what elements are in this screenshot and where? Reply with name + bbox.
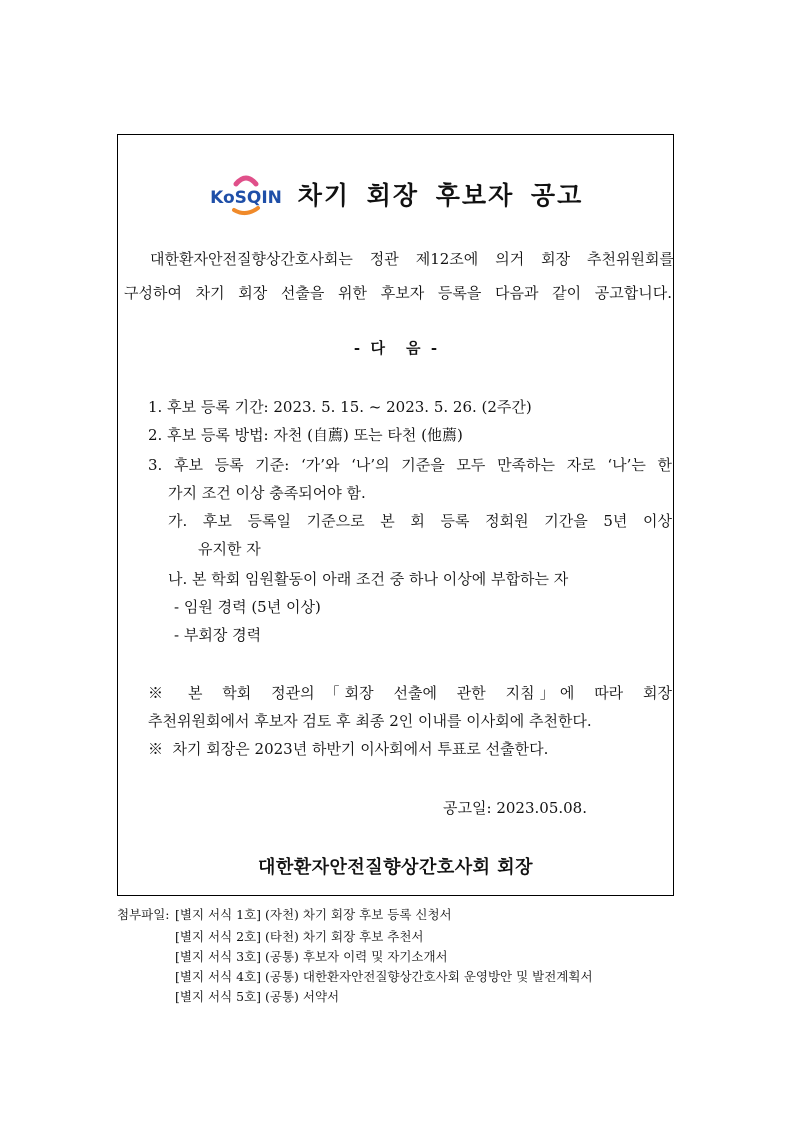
item-na-sub-1: - 임원 경력 (5년 이상) <box>174 598 321 616</box>
note-1-line-1: ※ 본 학회 정관의 「회장 선출에 관한 지침」에 따라 회장 <box>148 684 672 702</box>
notice-frame <box>117 134 674 896</box>
kosqin-logo <box>208 170 284 218</box>
logo-text: KoSQIN <box>209 188 282 208</box>
attachment-item: [별지 서식 1호] (자천) 차기 회장 후보 등록 신청서 <box>175 907 452 922</box>
page-title: 차기 회장 후보자 공고 <box>297 181 584 210</box>
note-1-line-2: 추천위원회에서 후보자 검토 후 최종 2인 이내를 이사회에 추천한다. <box>148 712 592 730</box>
item-3-line-2: 가지 조건 이상 충족되어야 함. <box>168 484 366 502</box>
section-heading: - 다 음 - <box>353 339 438 357</box>
note-2: ※ 차기 회장은 2023년 하반기 이사회에서 투표로 선출한다. <box>148 740 549 758</box>
attachment-item: [별지 서식 3호] (공통) 후보자 이력 및 자기소개서 <box>175 949 448 964</box>
item-na-sub-2: - 부회장 경력 <box>174 626 262 644</box>
notice-date: 공고일: 2023.05.08. <box>443 799 587 817</box>
kosqin-logo-icon <box>208 170 284 218</box>
attachments-label: 첨부파일: <box>117 907 170 922</box>
item-1: 1. 후보 등록 기간: 2023. 5. 15. ~ 2023. 5. 26. (2주간) <box>148 398 532 416</box>
item-ga-line-2: 유지한 자 <box>198 540 261 558</box>
item-2: 2. 후보 등록 방법: 자천 (自薦) 또는 타천 (他薦) <box>148 426 463 444</box>
item-ga-line-1: 가. 후보 등록일 기준으로 본 회 등록 정회원 기간을 5년 이상 <box>168 512 672 530</box>
intro-line-1: 대한환자안전질향상간호사회는 정관 제12조에 의거 회장 추천위원회를 <box>150 250 674 268</box>
issuing-organization: 대한환자안전질향상간호사회 회장 <box>257 857 534 878</box>
item-na: 나. 본 학회 임원활동이 아래 조건 중 하나 이상에 부합하는 자 <box>168 570 569 588</box>
attachment-item: [별지 서식 2호] (타천) 차기 회장 후보 추천서 <box>175 929 424 944</box>
attachment-item: [별지 서식 5호] (공통) 서약서 <box>175 989 340 1004</box>
item-3-line-1: 3. 후보 등록 기준: ‘가’와 ‘나’의 기준을 모두 만족하는 자로 ‘나’는 한 <box>148 456 672 474</box>
intro-line-2: 구성하여 차기 회장 선출을 위한 후보자 등록을 다음과 같이 공고합니다. <box>124 284 672 302</box>
title-row <box>118 169 673 219</box>
attachment-item: [별지 서식 4호] (공통) 대한환자안전질향상간호사회 운영방안 및 발전계획서 <box>175 969 593 984</box>
